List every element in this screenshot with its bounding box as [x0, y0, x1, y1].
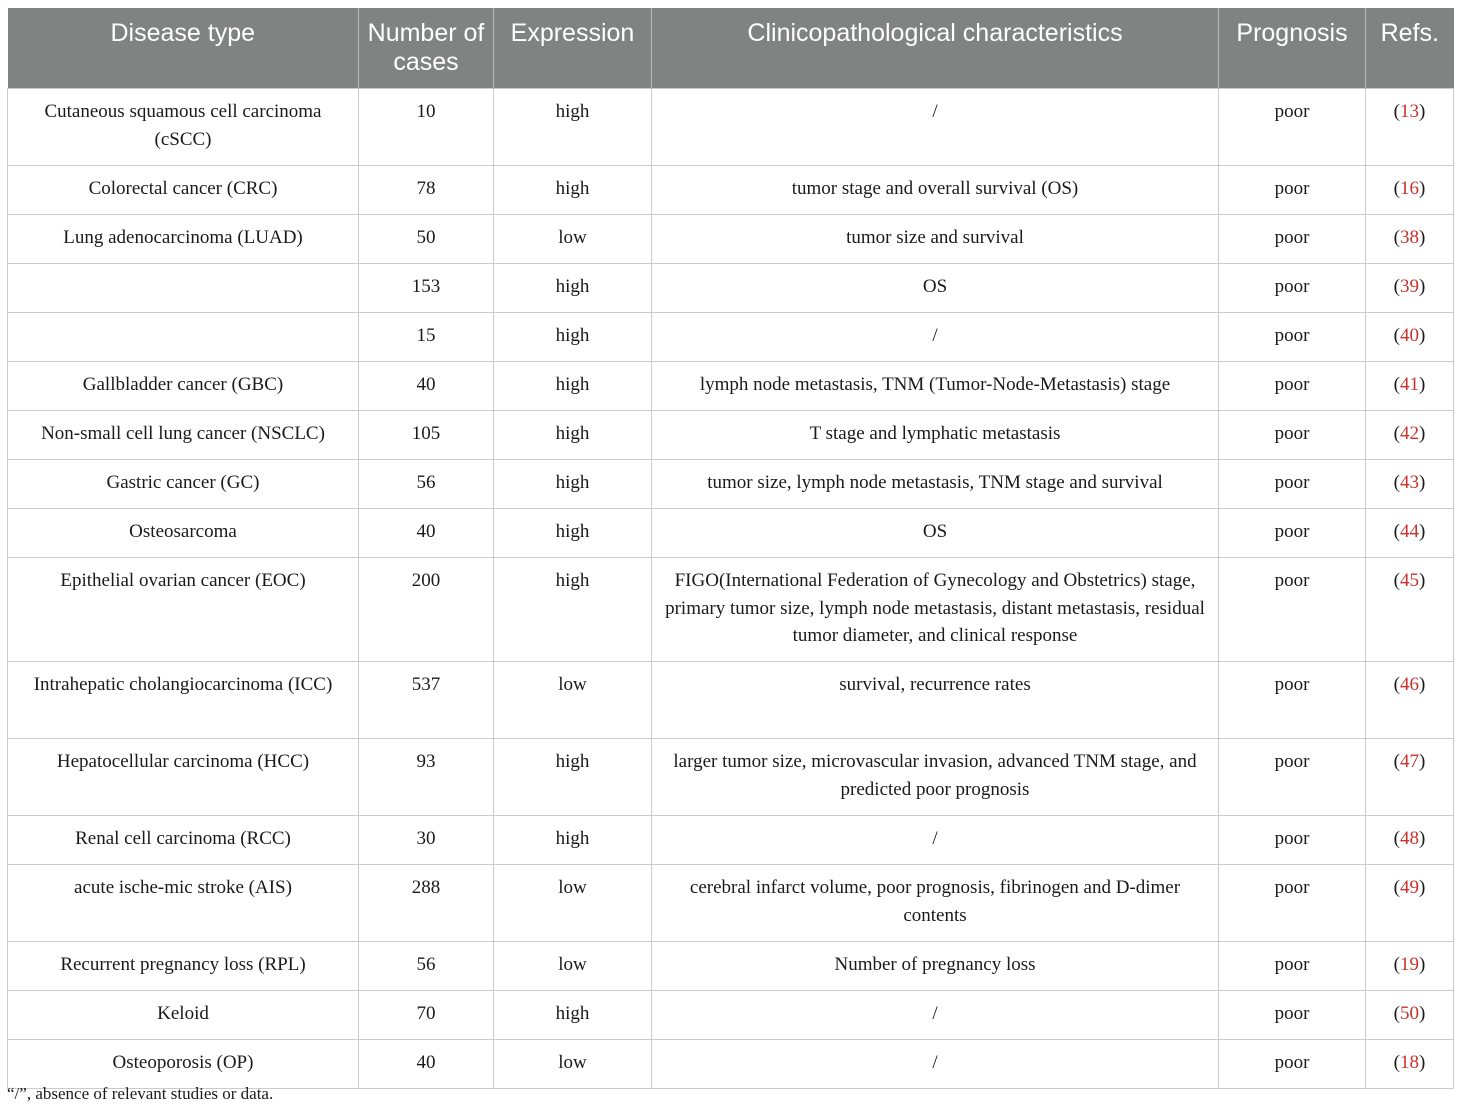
refs-cell [1366, 215, 1454, 264]
reference-link[interactable]: 47 [1400, 751, 1419, 772]
ref-close-paren: ) [1419, 954, 1426, 975]
ref-close-paren: ) [1419, 276, 1426, 297]
reference-link[interactable]: 43 [1400, 472, 1419, 493]
ref-open-paren: ( [1393, 101, 1400, 122]
prognosis-cell: poor [1219, 166, 1366, 215]
disease-type-cell: Recurrent pregnancy loss (RPL) [8, 942, 359, 991]
characteristics-cell: / [652, 816, 1219, 865]
number-of-cases-cell: 70 [359, 991, 494, 1040]
prognosis-cell: poor [1219, 942, 1366, 991]
table-row [8, 991, 1454, 1040]
expression-cell: low [494, 1040, 652, 1089]
reference-link[interactable]: 49 [1400, 877, 1419, 898]
table-row [8, 1040, 1454, 1089]
characteristics-cell: lymph node metastasis, TNM (Tumor-Node-Metastasis) stage [652, 362, 1219, 411]
disease-type-cell: Keloid [8, 991, 359, 1040]
disease-type-cell: Osteoporosis (OP) [8, 1040, 359, 1089]
characteristics-cell: / [652, 313, 1219, 362]
disease-type-cell: acute ische-mic stroke (AIS) [8, 865, 359, 942]
expression-cell: high [494, 264, 652, 313]
characteristics-cell: Number of pregnancy loss [652, 942, 1219, 991]
table-row [8, 739, 1454, 816]
ref-close-paren: ) [1419, 423, 1426, 444]
header-row [8, 8, 1454, 89]
table-row [8, 942, 1454, 991]
disease-type-cell: Colorectal cancer (CRC) [8, 166, 359, 215]
refs-cell [1366, 166, 1454, 215]
table-row [8, 215, 1454, 264]
refs-cell [1366, 509, 1454, 558]
number-of-cases-cell: 288 [359, 865, 494, 942]
ref-close-paren: ) [1419, 828, 1426, 849]
refs-cell [1366, 264, 1454, 313]
number-of-cases-cell: 50 [359, 215, 494, 264]
characteristics-cell: larger tumor size, microvascular invasion, advanced TNM stage, and predicted poor prognosis [652, 739, 1219, 816]
ref-open-paren: ( [1393, 1003, 1400, 1024]
expression-cell: low [494, 942, 652, 991]
prognosis-cell: poor [1219, 264, 1366, 313]
characteristics-cell: cerebral infarct volume, poor prognosis, fibrinogen and D-dimer contents [652, 865, 1219, 942]
ref-open-paren: ( [1393, 374, 1400, 395]
ref-close-paren: ) [1419, 877, 1426, 898]
ref-close-paren: ) [1419, 1052, 1426, 1073]
refs-cell [1366, 411, 1454, 460]
refs-cell [1366, 460, 1454, 509]
disease-type-cell: Epithelial ovarian cancer (EOC) [8, 558, 359, 662]
reference-link[interactable]: 13 [1400, 101, 1419, 122]
ref-close-paren: ) [1419, 472, 1426, 493]
table-row [8, 411, 1454, 460]
refs-cell [1366, 313, 1454, 362]
prognosis-cell: poor [1219, 739, 1366, 816]
ref-open-paren: ( [1393, 521, 1400, 542]
table-footnote: “/”, absence of relevant studies or data. [7, 1084, 274, 1103]
expression-cell: low [494, 215, 652, 264]
table-container [7, 8, 1453, 1089]
column-header-disease-type: Disease type [8, 8, 359, 89]
table-row [8, 509, 1454, 558]
expression-cell: high [494, 166, 652, 215]
reference-link[interactable]: 45 [1400, 570, 1419, 591]
reference-link[interactable]: 39 [1400, 276, 1419, 297]
number-of-cases-cell: 153 [359, 264, 494, 313]
refs-cell [1366, 662, 1454, 739]
prognosis-cell: poor [1219, 215, 1366, 264]
ref-open-paren: ( [1393, 325, 1400, 346]
characteristics-cell: survival, recurrence rates [652, 662, 1219, 739]
ref-open-paren: ( [1393, 877, 1400, 898]
expression-cell: high [494, 558, 652, 662]
prognosis-cell: poor [1219, 89, 1366, 166]
disease-type-cell [8, 313, 359, 362]
number-of-cases-cell: 78 [359, 166, 494, 215]
prognosis-cell: poor [1219, 991, 1366, 1040]
reference-link[interactable]: 18 [1400, 1052, 1419, 1073]
number-of-cases-cell: 15 [359, 313, 494, 362]
number-of-cases-cell: 40 [359, 1040, 494, 1089]
expression-cell: low [494, 662, 652, 739]
ref-close-paren: ) [1419, 674, 1426, 695]
disease-type-cell: Cutaneous squamous cell carcinoma (cSCC) [8, 89, 359, 166]
ref-close-paren: ) [1419, 227, 1426, 248]
ref-open-paren: ( [1393, 828, 1400, 849]
number-of-cases-cell: 93 [359, 739, 494, 816]
prognosis-cell: poor [1219, 865, 1366, 942]
ref-close-paren: ) [1419, 325, 1426, 346]
prognosis-cell: poor [1219, 816, 1366, 865]
expression-cell: high [494, 460, 652, 509]
refs-cell [1366, 362, 1454, 411]
number-of-cases-cell: 56 [359, 942, 494, 991]
expression-cell: high [494, 313, 652, 362]
ref-close-paren: ) [1419, 101, 1426, 122]
column-header-prognosis: Prognosis [1219, 8, 1366, 89]
table-row [8, 166, 1454, 215]
column-header-number-of-cases: Number of cases [359, 8, 494, 89]
reference-link[interactable]: 48 [1400, 828, 1419, 849]
expression-cell: high [494, 816, 652, 865]
table-row [8, 662, 1454, 739]
number-of-cases-cell: 30 [359, 816, 494, 865]
disease-type-cell: Gallbladder cancer (GBC) [8, 362, 359, 411]
ref-close-paren: ) [1419, 751, 1426, 772]
ref-close-paren: ) [1419, 374, 1426, 395]
refs-cell [1366, 739, 1454, 816]
number-of-cases-cell: 10 [359, 89, 494, 166]
table-row [8, 313, 1454, 362]
prognosis-cell: poor [1219, 362, 1366, 411]
disease-type-cell: Gastric cancer (GC) [8, 460, 359, 509]
ref-open-paren: ( [1393, 472, 1400, 493]
disease-type-cell: Intrahepatic cholangiocarcinoma (ICC) [8, 662, 359, 739]
ref-close-paren: ) [1419, 178, 1426, 199]
ref-close-paren: ) [1419, 521, 1426, 542]
reference-link[interactable]: 44 [1400, 521, 1419, 542]
refs-cell [1366, 89, 1454, 166]
table-row [8, 816, 1454, 865]
ref-close-paren: ) [1419, 1003, 1426, 1024]
data-table [7, 8, 1454, 1089]
ref-open-paren: ( [1393, 423, 1400, 444]
number-of-cases-cell: 537 [359, 662, 494, 739]
characteristics-cell: tumor stage and overall survival (OS) [652, 166, 1219, 215]
disease-type-cell: Osteosarcoma [8, 509, 359, 558]
expression-cell: low [494, 865, 652, 942]
table-row [8, 460, 1454, 509]
characteristics-cell: tumor size and survival [652, 215, 1219, 264]
prognosis-cell: poor [1219, 1040, 1366, 1089]
characteristics-cell: OS [652, 509, 1219, 558]
refs-cell [1366, 816, 1454, 865]
disease-type-cell: Hepatocellular carcinoma (HCC) [8, 739, 359, 816]
table-row [8, 558, 1454, 662]
table-row [8, 89, 1454, 166]
column-header-refs: Refs. [1366, 8, 1454, 89]
refs-cell [1366, 991, 1454, 1040]
column-header-characteristics: Clinicopathological characteristics [652, 8, 1219, 89]
reference-link[interactable]: 42 [1400, 423, 1419, 444]
table-body [8, 89, 1454, 1089]
reference-link[interactable]: 16 [1400, 178, 1419, 199]
ref-open-paren: ( [1393, 674, 1400, 695]
table-row [8, 264, 1454, 313]
reference-link[interactable]: 40 [1400, 325, 1419, 346]
expression-cell: high [494, 411, 652, 460]
characteristics-cell: OS [652, 264, 1219, 313]
characteristics-cell: / [652, 1040, 1219, 1089]
ref-open-paren: ( [1393, 276, 1400, 297]
table-header [8, 8, 1454, 89]
characteristics-cell: / [652, 991, 1219, 1040]
refs-cell [1366, 1040, 1454, 1089]
prognosis-cell: poor [1219, 558, 1366, 662]
ref-open-paren: ( [1393, 227, 1400, 248]
prognosis-cell: poor [1219, 662, 1366, 739]
disease-type-cell: Lung adenocarcinoma (LUAD) [8, 215, 359, 264]
number-of-cases-cell: 200 [359, 558, 494, 662]
prognosis-cell: poor [1219, 411, 1366, 460]
reference-link[interactable]: 38 [1400, 227, 1419, 248]
expression-cell: high [494, 89, 652, 166]
disease-type-cell [8, 264, 359, 313]
ref-open-paren: ( [1393, 570, 1400, 591]
disease-type-cell: Renal cell carcinoma (RCC) [8, 816, 359, 865]
reference-link[interactable]: 46 [1400, 674, 1419, 695]
table-row [8, 865, 1454, 942]
table-row [8, 362, 1454, 411]
number-of-cases-cell: 56 [359, 460, 494, 509]
expression-cell: high [494, 362, 652, 411]
characteristics-cell: / [652, 89, 1219, 166]
characteristics-cell: FIGO(International Federation of Gynecology and Obstetrics) stage, primary tumor size, lymph node metastasis, distant metastasis, residual tumor diameter, and clinical response [652, 558, 1219, 662]
refs-cell [1366, 558, 1454, 662]
characteristics-cell: T stage and lymphatic metastasis [652, 411, 1219, 460]
prognosis-cell: poor [1219, 460, 1366, 509]
refs-cell [1366, 865, 1454, 942]
prognosis-cell: poor [1219, 509, 1366, 558]
ref-open-paren: ( [1393, 954, 1400, 975]
ref-open-paren: ( [1393, 178, 1400, 199]
reference-link[interactable]: 41 [1400, 374, 1419, 395]
expression-cell: high [494, 739, 652, 816]
column-header-expression: Expression [494, 8, 652, 89]
disease-type-cell: Non-small cell lung cancer (NSCLC) [8, 411, 359, 460]
ref-open-paren: ( [1393, 751, 1400, 772]
number-of-cases-cell: 40 [359, 509, 494, 558]
reference-link[interactable]: 50 [1400, 1003, 1419, 1024]
ref-close-paren: ) [1419, 570, 1426, 591]
expression-cell: high [494, 991, 652, 1040]
number-of-cases-cell: 105 [359, 411, 494, 460]
refs-cell [1366, 942, 1454, 991]
reference-link[interactable]: 19 [1400, 954, 1419, 975]
ref-open-paren: ( [1393, 1052, 1400, 1073]
prognosis-cell: poor [1219, 313, 1366, 362]
expression-cell: high [494, 509, 652, 558]
characteristics-cell: tumor size, lymph node metastasis, TNM stage and survival [652, 460, 1219, 509]
number-of-cases-cell: 40 [359, 362, 494, 411]
